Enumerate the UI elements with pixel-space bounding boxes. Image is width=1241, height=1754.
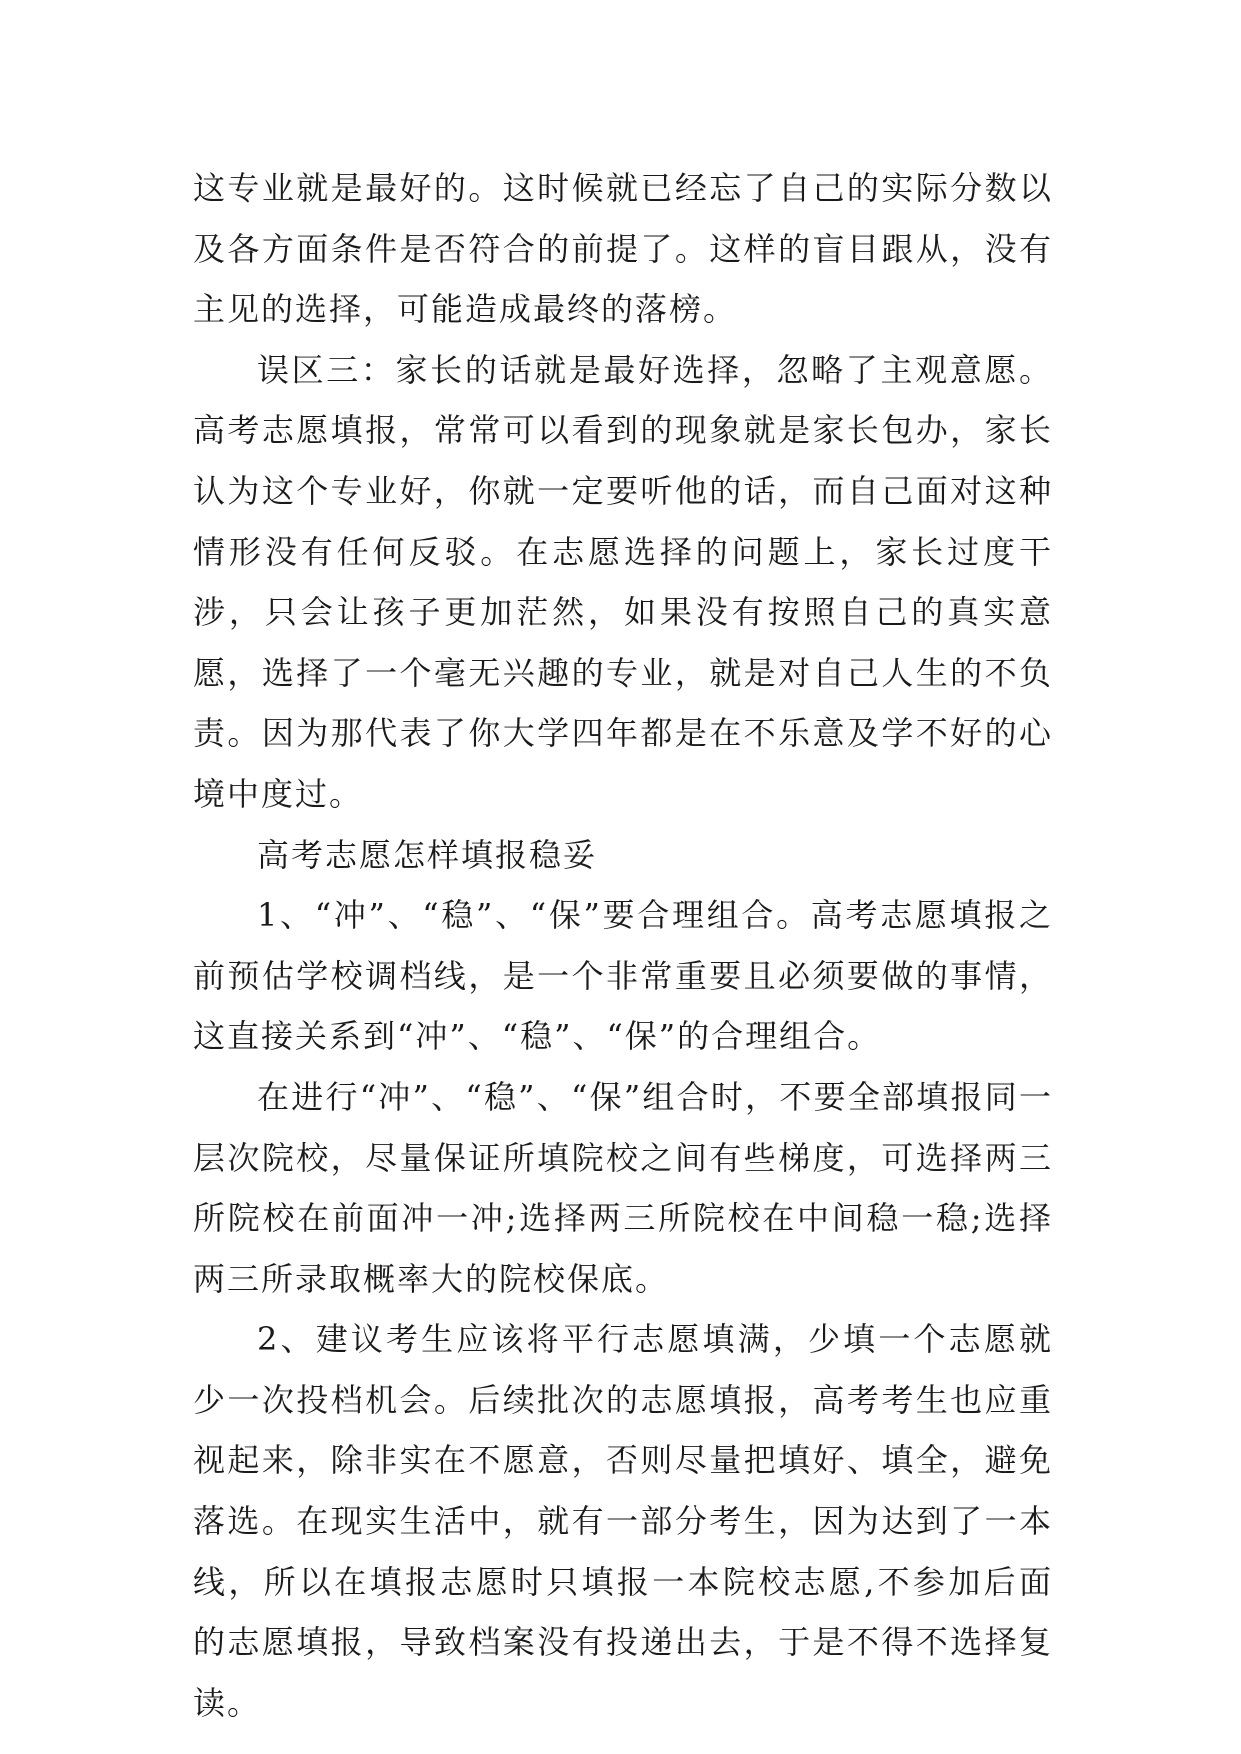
paragraph-1: 这专业就是最好的。这时候就已经忘了自己的实际分数以及各方面条件是否符合的前提了。这样的盲目跟从，没有主见的选择，可能造成最终的落榜。 — [193, 169, 1053, 329]
section-heading: 高考志愿怎样填报稳妥 — [257, 835, 598, 874]
paragraph-2: 误区三：家长的话就是最好选择，忽略了主观意愿。高考志愿填报，常常可以看到的现象就是家长包办，家长认为这个专业好，你就一定要听他的话，而自己面对这种情形没有任何反驳。在志愿选择的问题上，家长过度干涉，只会让孩子更加茫然，如果没有按照自己的真实意愿，选择了一个毫无兴趣的专业，就是对自己人生的不负责。因为那代表了你大学四年都是在不乐意及学不好的心境中度过。 — [193, 350, 1053, 813]
paragraph-5: 2、建议考生应该将平行志愿填满，少填一个志愿就少一次投档机会。后续批次的志愿填报，高考考生也应重视起来，除非实在不愿意，否则尽量把填好、填全，避免落选。在现实生活中，就有一部分考生，因为达到了一本线，所以在填报志愿时只填报一本院校志愿,不参加后面的志愿填报，导致档案没有投递出去，于是不得不选择复读。 — [193, 1320, 1053, 1722]
document-body — [193, 158, 1053, 1733]
paragraph-4: 在进行“冲”、“稳”、“保”组合时，不要全部填报同一层次院校，尽量保证所填院校之间有些梯度，可选择两三所院校在前面冲一冲;选择两三所院校在中间稳一稳;选择两三所录取概率大的院校保底。 — [193, 1077, 1053, 1298]
paragraph-3: 1、“冲”、“稳”、“保”要合理组合。高考志愿填报之前预估学校调档线，是一个非常重要且必须要做的事情，这直接关系到“冲”、“稳”、“保”的合理组合。 — [193, 896, 1053, 1056]
